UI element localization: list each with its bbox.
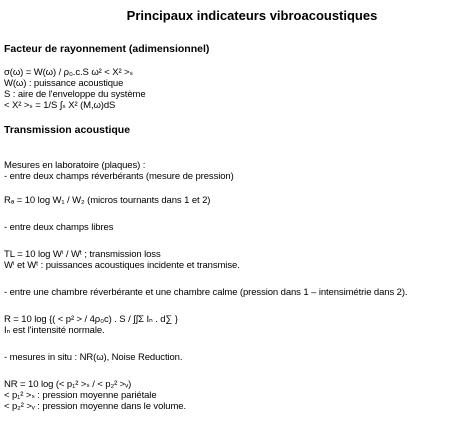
definition-wall-mean-pressure: < p₁² >ₛ : pression moyenne pariétale: [4, 390, 157, 401]
text-lab-measurements: Mesures en laboratoire (plaques) :: [4, 160, 146, 171]
formula-r: R = 10 log {( < p² > / 4ρ₀c) . S / ∫∫Σ Iₙ . d∑ }: [4, 314, 178, 325]
section-heading-acoustic-transmission: Transmission acoustique: [4, 124, 131, 136]
definition-envelope-area: S : aire de l'enveloppe du système: [4, 89, 146, 100]
definition-acoustic-power: W(ω) : puissance acoustique: [4, 78, 124, 89]
text-two-free-fields: - entre deux champs libres: [4, 222, 114, 233]
section-heading-radiation-factor: Facteur de rayonnement (adimensionnel): [4, 43, 210, 55]
definition-incident-transmitted-power: Wⁱ et Wᵗ : puissances acoustiques incidente et transmise.: [4, 260, 240, 271]
formula-rd: Rₐ = 10 log W₁ / W₂ (micros tournants dans 1 et 2): [4, 195, 211, 206]
formula-mean-square-velocity: < X² >ₛ = 1/S ∫ₛ X² (M,ω)dS: [4, 100, 116, 111]
formula-radiation-factor: σ(ω) = W(ω) / ρ₀.c.S ω² < X² >ₛ: [4, 67, 133, 78]
definition-normal-intensity: Iₙ est l'intensité normale.: [4, 325, 105, 336]
definition-volume-mean-pressure: < p₂² >ᵥ : pression moyenne dans le volume.: [4, 401, 186, 412]
text-reverberant-and-quiet-room: - entre une chambre réverbérante et une chambre calme (pression dans 1 – intensimétrie dans 2).: [4, 287, 408, 298]
formula-transmission-loss: TL = 10 log Wⁱ / Wᵗ ; transmission loss: [4, 249, 161, 260]
page-title: Principaux indicateurs vibroacoustiques: [126, 8, 378, 23]
text-two-reverberant-fields: - entre deux champs réverbérants (mesure de pression): [4, 171, 234, 182]
text-in-situ-measurements: - mesures in situ : NR(ω), Noise Reduction.: [4, 352, 183, 363]
formula-noise-reduction: NR = 10 log (< p₁² >ₛ / < p₂² >ᵥ): [4, 379, 132, 390]
